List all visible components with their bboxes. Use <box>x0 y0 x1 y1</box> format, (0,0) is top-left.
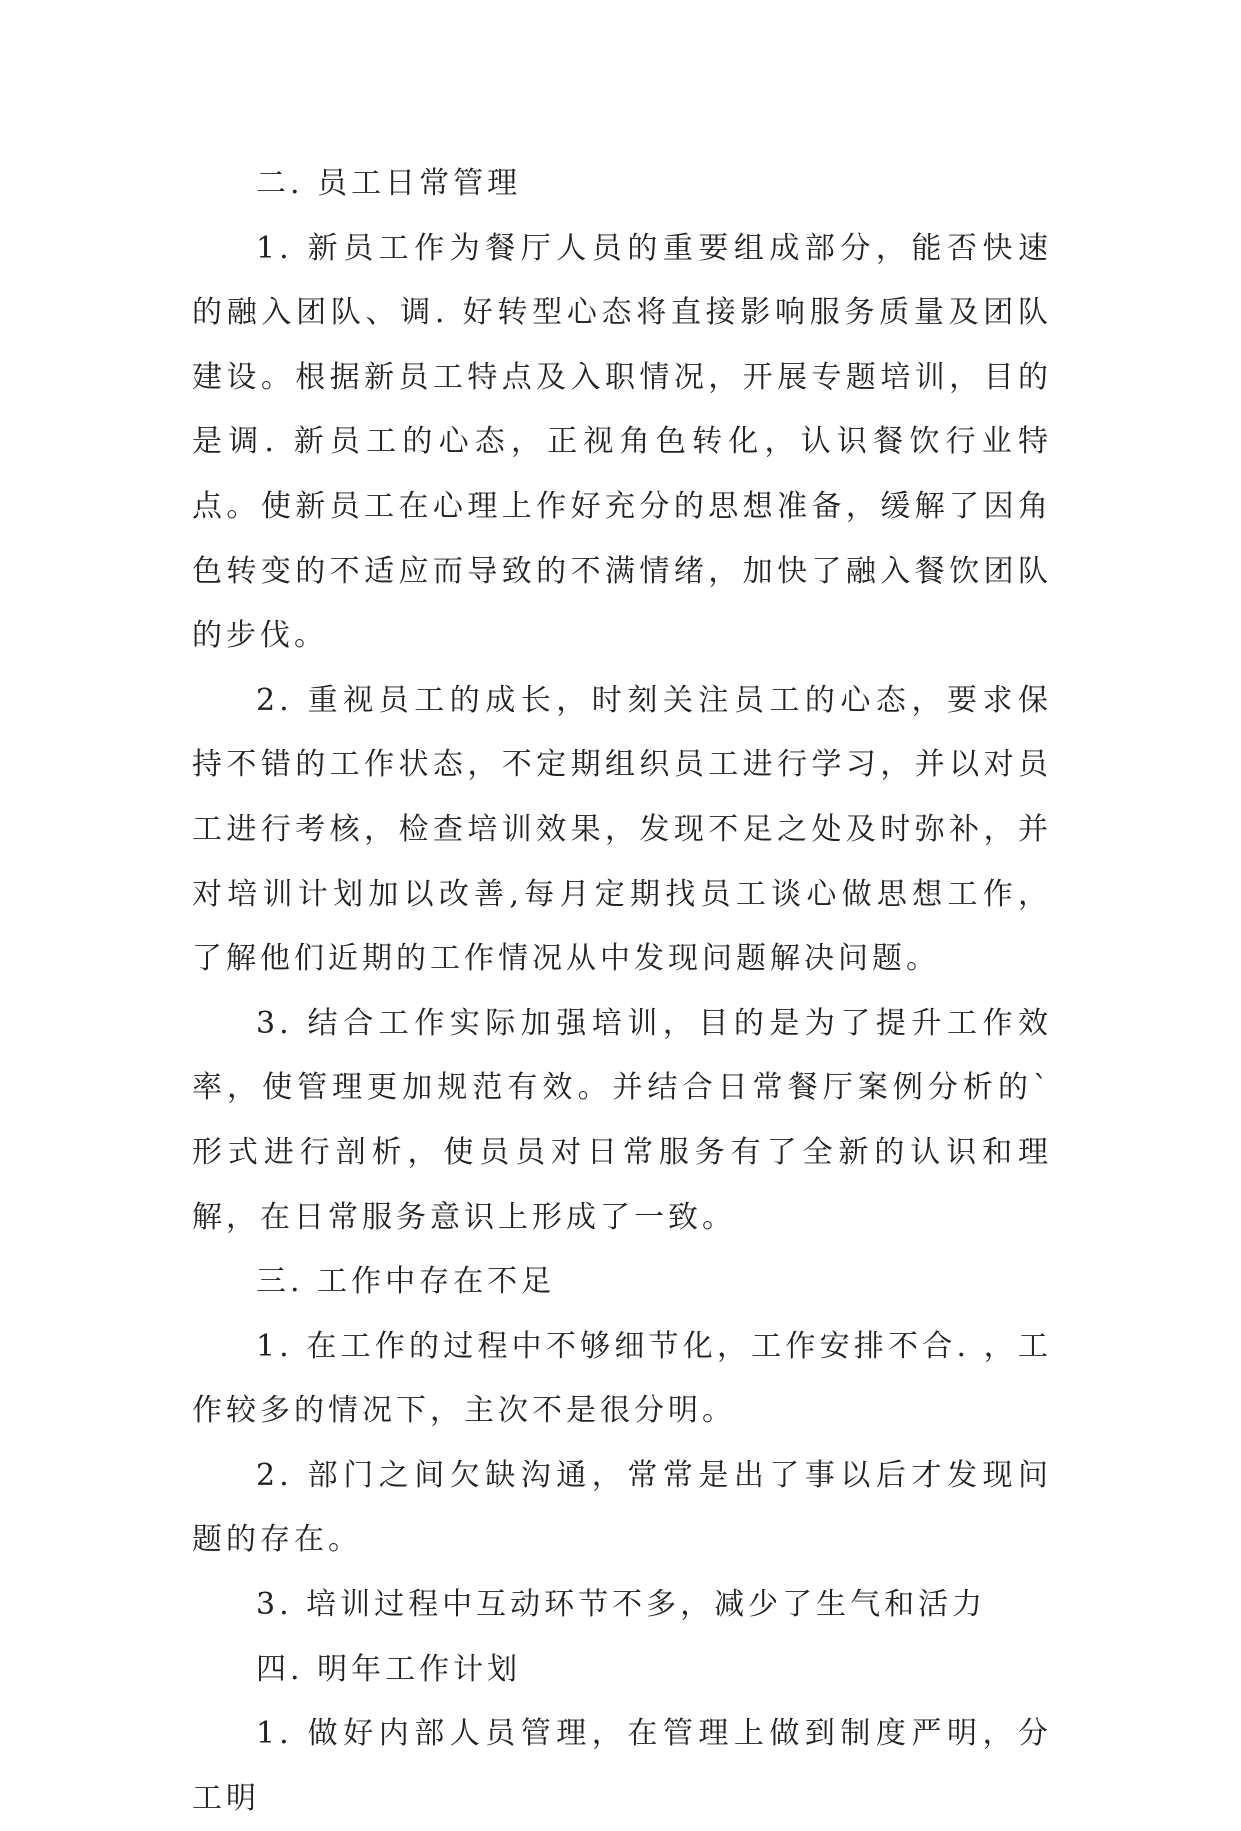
paragraph: 3. 结合工作实际加强培训，目的是为了提升工作效率，使管理更加规范有效。并结合日常餐厅案例分析的`形式进行剖析，使员员对日常服务有了全新的认识和理解，在日常服务意识上形成了一致。 <box>192 1005 1052 1235</box>
paragraph: 1. 做好内部人员管理，在管理上做到制度严明，分工明 <box>192 1716 1052 1816</box>
paragraph: 1. 在工作的过程中不够细节化，工作安排不合. ，工作较多的情况下，主次不是很分明。 <box>192 1328 1052 1429</box>
section-heading: 二. 员工日常管理 <box>256 166 522 201</box>
paragraph: 2. 重视员工的成长，时刻关注员工的心态，要求保持不错的工作状态，不定期组织员工进行学习，并以对员工进行考核，检查培训效果，发现不足之处及时弥补，并对培训计划加以改善,每月定期找员工谈心做思想工作，了解他们近期的工作情况从中发现问题解决问题。 <box>192 682 1052 977</box>
section-heading: 三. 工作中存在不足 <box>256 1264 556 1300</box>
section-heading: 四. 明年工作计划 <box>256 1651 522 1687</box>
paragraph: 3. 培训过程中互动环节不多，减少了生气和活力 <box>256 1587 987 1623</box>
paragraph: 1. 新员工作为餐厅人员的重要组成部分，能否快速的融入团队、调. 好转型心态将直接影响服务质量及团队建设。根据新员工特点及入职情况，开展专题培训，目的是调. 新员工的心态，正视角色转化，认识餐饮行业特点。使新员工在心理上作好充分的思想准备，缓解了因角色转变的不适应而导致的不满情绪，加快了融入餐饮团队的步伐。 <box>192 230 1052 654</box>
paragraph: 2. 部门之间欠缺沟通，常常是出了事以后才发现问题的存在。 <box>192 1457 1052 1558</box>
document-page <box>192 152 1052 1831</box>
